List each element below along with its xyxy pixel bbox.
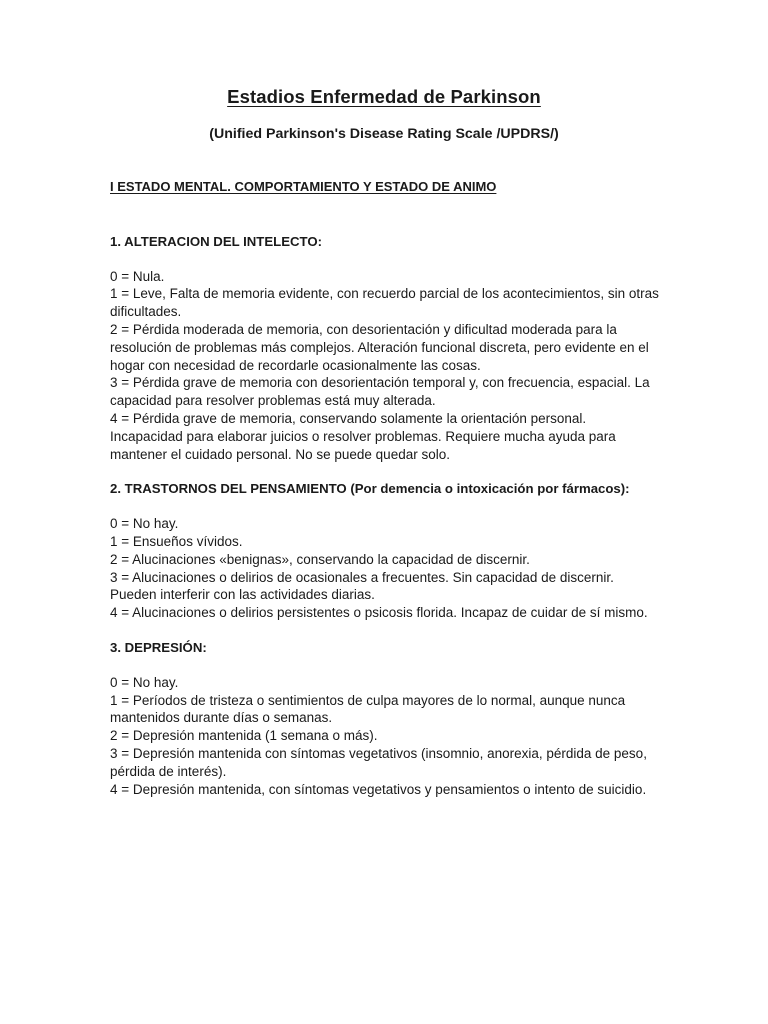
spacer (110, 196, 660, 233)
scale-item-pensamiento (110, 480, 660, 622)
scale-level: 2 = Pérdida moderada de memoria, con desorientación y dificultad moderada para la resolución de problemas más complejos. Alteración funcional discreta, pero evidente en el hogar con necesidad de recordarle ocasionalmente las cosas. (110, 321, 649, 373)
scale-level: 0 = No hay. (110, 674, 179, 690)
scale-level: 4 = Pérdida grave de memoria, conservando solamente la orientación personal. Incapacidad para elaborar juicios o resolver problemas. Requiere mucha ayuda para mantener el cuidado personal. No se puede quedar solo. (110, 410, 616, 462)
page-subtitle: (Unified Parkinson's Disease Rating Scale /UPDRS/) (209, 126, 559, 142)
section-heading: I ESTADO MENTAL. COMPORTAMIENTO Y ESTADO DE ANIMO (110, 179, 497, 194)
item-heading: 3. DEPRESIÓN: (110, 639, 207, 655)
item-heading: 2. TRASTORNOS DEL PENSAMIENTO (Por demencia o intoxicación por fármacos): (110, 481, 630, 497)
scale-level: 2 = Depresión mantenida (1 semana o más). (110, 728, 378, 744)
scale-level: 4 = Alucinaciones o delirios persistentes o psicosis florida. Incapaz de cuidar de sí mismo. (110, 605, 648, 621)
scale-level: 1 = Períodos de tristeza o sentimientos de culpa mayores de lo normal, aunque nunca mantenidos durante días o semanas. (110, 692, 626, 726)
document-body (110, 178, 660, 798)
scale-levels-list (110, 515, 660, 622)
page-title: Estadios Enfermedad de Parkinson (227, 86, 541, 107)
scale-level: 3 = Alucinaciones o delirios de ocasionales a frecuentes. Sin capacidad de discernir. Pueden interferir con las actividades diarias. (110, 569, 614, 603)
scale-item-intelecto (110, 233, 660, 464)
item-heading: 1. ALTERACION DEL INTELECTO: (110, 233, 322, 249)
scale-level: 1 = Ensueños vívidos. (110, 533, 243, 549)
scale-level: 2 = Alucinaciones «benignas», conservando la capacidad de discernir. (110, 551, 530, 567)
scale-level: 1 = Leve, Falta de memoria evidente, con recuerdo parcial de los acontecimientos, sin otras dificultades. (110, 286, 659, 320)
scale-level: 3 = Pérdida grave de memoria con desorientación temporal y, con frecuencia, espacial. La capacidad para resolver problemas está muy alterada. (110, 375, 650, 409)
scale-level: 3 = Depresión mantenida con síntomas vegetativos (insomnio, anorexia, pérdida de peso, pérdida de interés). (110, 745, 647, 779)
scale-levels-list (110, 268, 660, 464)
scale-level: 0 = Nula. (110, 268, 165, 284)
scale-level: 4 = Depresión mantenida, con síntomas vegetativos y pensamientos o intento de suicidio. (110, 781, 647, 797)
scale-levels-list (110, 674, 660, 799)
scale-level: 0 = No hay. (110, 516, 179, 532)
scale-item-depresion (110, 639, 660, 798)
